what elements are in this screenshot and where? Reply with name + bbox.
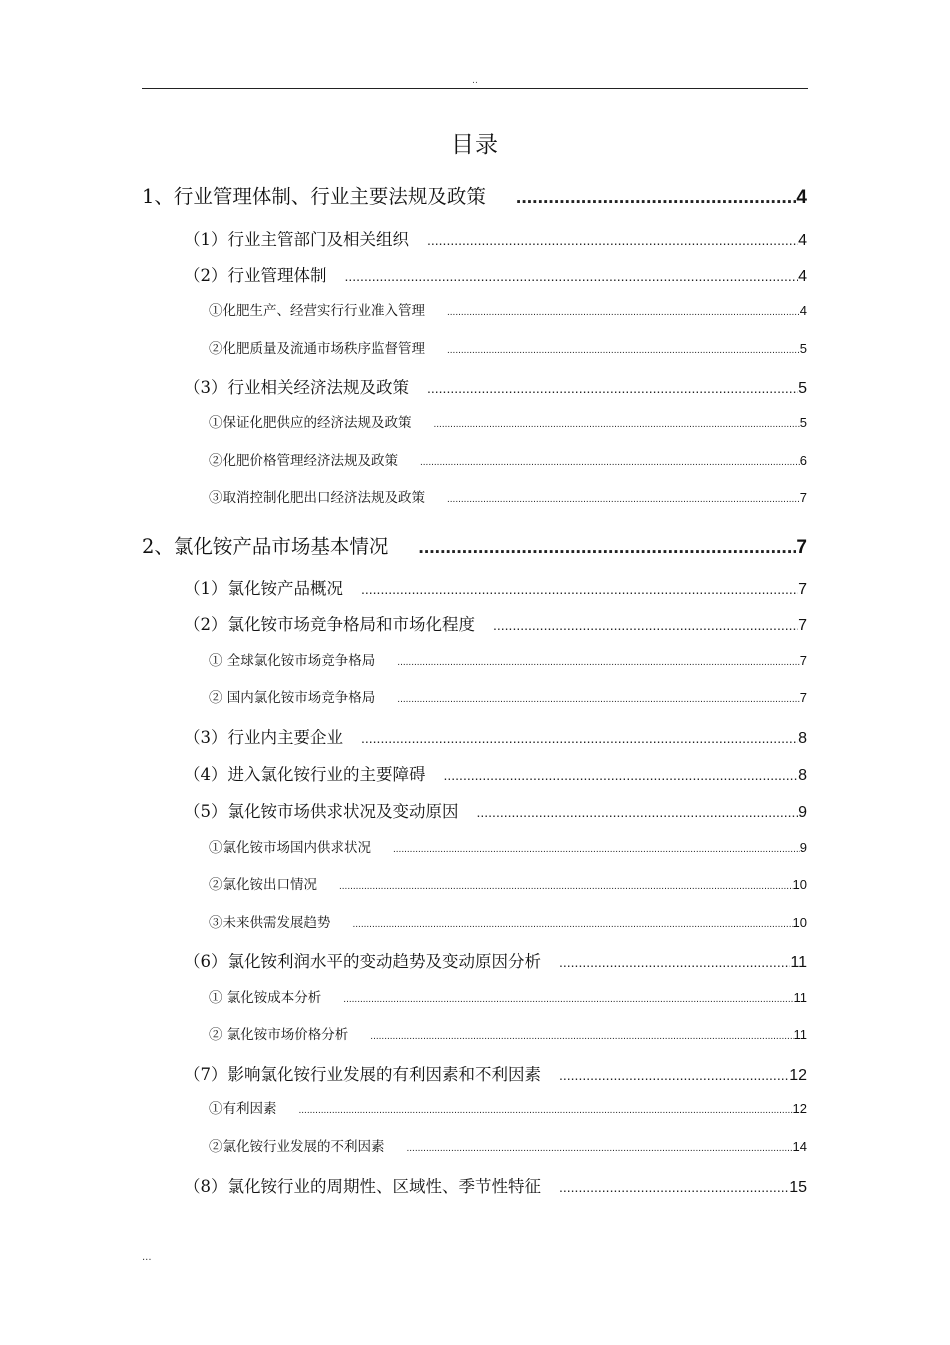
toc-entry-level3[interactable]: [209, 411, 807, 431]
toc-entry-label: （6）氯化铵利润水平的变动趋势及变动原因分析: [184, 952, 541, 971]
toc-entry-label: （7）影响氯化铵行业发展的有利因素和不利因素: [184, 1065, 541, 1084]
toc-entry-label: 2、氯化铵产品市场基本情况: [142, 535, 389, 558]
toc-dot-leader: [388, 536, 796, 559]
toc-entry-page: 8: [798, 730, 807, 747]
toc-entry-level2[interactable]: [184, 1173, 807, 1197]
footer-mark: ...: [142, 1252, 152, 1263]
toc-entry-level1[interactable]: [142, 531, 807, 559]
toc-title: 目录: [451, 132, 499, 158]
toc-entry-page: 15: [789, 1179, 807, 1196]
toc-entry-label: （5）氯化铵市场供求状况及变动原因: [184, 802, 459, 821]
toc-entry-level2[interactable]: [184, 724, 807, 748]
toc-dot-leader: [398, 457, 800, 468]
toc-entry-level2[interactable]: [184, 798, 807, 822]
toc-entry-label: ② 国内氯化铵市场竞争格局: [209, 690, 376, 706]
toc-entry-level2[interactable]: [184, 611, 807, 635]
toc-entry-level2[interactable]: [184, 374, 807, 398]
toc-dot-leader: [327, 268, 799, 284]
toc-entry-page: 4: [796, 187, 807, 208]
toc-dot-leader: [348, 1031, 793, 1042]
toc-dot-leader: [412, 419, 800, 430]
toc-entry-label: ② 氯化铵市场价格分析: [209, 1027, 349, 1043]
toc-entry-label: ①氯化铵市场国内供求状况: [209, 840, 371, 856]
toc-dot-leader: [409, 232, 798, 248]
toc-dot-leader: [343, 730, 798, 746]
toc-entry-label: ① 氯化铵成本分析: [209, 990, 322, 1006]
toc-entry-page: 11: [793, 990, 807, 1005]
toc-entry-label: （1）行业主管部门及相关组织: [184, 230, 409, 249]
toc-entry-label: ③未来供需发展趋势: [209, 915, 331, 931]
toc-entry-label: ① 全球氯化铵市场竞争格局: [209, 653, 376, 669]
toc-entry-label: （2）行业管理体制: [184, 266, 327, 285]
toc-entry-page: 4: [798, 232, 807, 249]
toc-dot-leader: [343, 581, 798, 597]
toc-entry-level3[interactable]: [209, 873, 807, 893]
toc-entry-level3[interactable]: [209, 337, 807, 357]
toc-entry-level3[interactable]: [209, 299, 807, 319]
toc-dot-leader: [375, 657, 799, 668]
toc-dot-leader: [277, 1105, 793, 1116]
toc-entry-label: ②氯化铵出口情况: [209, 877, 317, 893]
toc-dot-leader: [541, 1179, 789, 1195]
toc-entry-page: 6: [799, 453, 807, 468]
toc-entry-page: 7: [798, 581, 807, 598]
toc-entry-level3[interactable]: [209, 686, 807, 706]
toc-entry-page: 7: [796, 537, 807, 558]
toc-entry-label: （1）氯化铵产品概况: [184, 579, 343, 598]
toc-entry-page: 12: [789, 1067, 807, 1084]
toc-entry-page: 8: [798, 767, 807, 784]
toc-entry-label: ①化肥生产、经营实行行业准入管理: [209, 303, 425, 319]
toc-entry-page: 11: [793, 1027, 807, 1042]
toc-dot-leader: [486, 186, 797, 209]
toc-entry-level2[interactable]: [184, 575, 807, 599]
toc-dot-leader: [375, 694, 799, 705]
toc-entry-page: 7: [799, 690, 807, 705]
toc-dot-leader: [331, 919, 793, 930]
toc-dot-leader: [459, 804, 799, 820]
toc-entry-level3[interactable]: [209, 911, 807, 931]
toc-entry-label: （2）氯化铵市场竞争格局和市场化程度: [184, 615, 475, 634]
toc-entry-page: 4: [799, 303, 807, 318]
toc-dot-leader: [321, 994, 793, 1005]
toc-entry-level2[interactable]: [184, 226, 807, 250]
toc-dot-leader: [425, 494, 800, 505]
toc-entry-page: 7: [799, 490, 807, 505]
toc-entry-label: （3）行业相关经济法规及政策: [184, 378, 409, 397]
header-rule: [142, 88, 808, 89]
toc-entry-level3[interactable]: [209, 1023, 807, 1043]
toc-entry-level3[interactable]: [209, 449, 807, 469]
toc-entry-label: ②化肥价格管理经济法规及政策: [209, 453, 398, 469]
toc-entry-page: 7: [798, 617, 807, 634]
toc-entry-label: 1、行业管理体制、行业主要法规及政策: [142, 185, 486, 208]
toc-entry-level3[interactable]: [209, 649, 807, 669]
toc-entry-page: 5: [799, 415, 807, 430]
toc-entry-level3[interactable]: [209, 1135, 807, 1155]
toc-entry-label: ②化肥质量及流通市场秩序监督管理: [209, 341, 425, 357]
toc-dot-leader: [425, 307, 800, 318]
toc-entry-page: 5: [799, 341, 807, 356]
toc-entry-level3[interactable]: [209, 1097, 807, 1117]
toc-entry-page: 9: [799, 840, 807, 855]
toc-entry-page: 14: [792, 1139, 807, 1154]
header-mark: ..: [472, 76, 478, 86]
toc-entry-label: （4）进入氯化铵行业的主要障碍: [184, 765, 426, 784]
toc-entry-label: ①保证化肥供应的经济法规及政策: [209, 415, 412, 431]
toc-entry-label: ①有利因素: [209, 1101, 277, 1117]
toc-entry-page: 7: [799, 653, 807, 668]
toc-dot-leader: [317, 881, 793, 892]
toc-entry-level2[interactable]: [184, 262, 807, 286]
toc-entry-page: 12: [792, 1101, 807, 1116]
toc-entry-level1[interactable]: [142, 181, 807, 209]
toc-entry-level2[interactable]: [184, 761, 807, 785]
toc-entry-label: ②氯化铵行业发展的不利因素: [209, 1139, 385, 1155]
toc-dot-leader: [409, 380, 798, 396]
toc-entry-level3[interactable]: [209, 986, 807, 1006]
toc-dot-leader: [541, 1067, 789, 1083]
toc-entry-page: 10: [792, 915, 807, 930]
toc-entry-level2[interactable]: [184, 948, 807, 972]
toc-entry-label: ③取消控制化肥出口经济法规及政策: [209, 490, 425, 506]
toc-entry-page: 11: [790, 954, 807, 971]
toc-entry-page: 5: [798, 380, 807, 397]
toc-entry-page: 4: [798, 268, 807, 285]
toc-entry-label: （8）氯化铵行业的周期性、区域性、季节性特征: [184, 1177, 541, 1196]
toc-entry-level3[interactable]: [209, 836, 807, 856]
toc-entry-page: 9: [798, 804, 807, 821]
toc-dot-leader: [371, 844, 800, 855]
toc-entry-page: 10: [792, 877, 807, 892]
toc-dot-leader: [385, 1143, 793, 1154]
toc-dot-leader: [425, 345, 800, 356]
toc-entry-label: （3）行业内主要企业: [184, 728, 343, 747]
toc-entry-level3[interactable]: [209, 486, 807, 506]
toc-dot-leader: [541, 954, 790, 970]
toc-dot-leader: [426, 767, 799, 783]
toc-entry-level2[interactable]: [184, 1061, 807, 1085]
toc-dot-leader: [475, 617, 798, 633]
